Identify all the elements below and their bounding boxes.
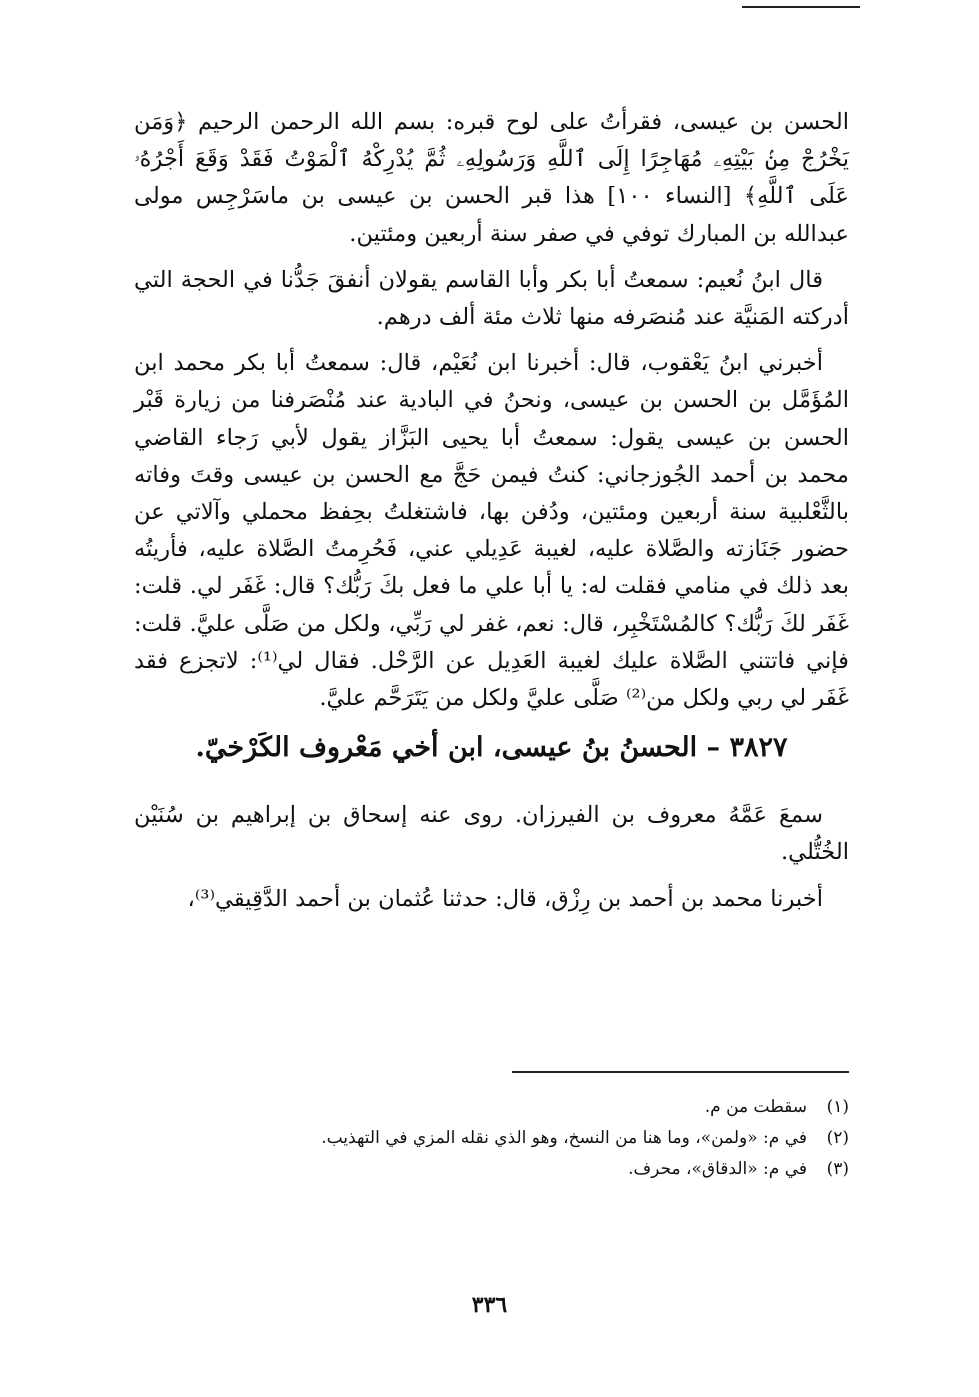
footnote-number: (٣) <box>826 1159 849 1179</box>
footnote-number: (٢) <box>826 1128 849 1148</box>
footnote-text: في م: «ولمن»، وما هنا من النسخ، وهو الذي نقله المزي في التهذيب. <box>321 1128 807 1148</box>
page-body <box>134 104 849 918</box>
footnote-1 <box>134 1092 849 1123</box>
paragraph-5: أخبرنا محمد بن أحمد بن رِزْق، قال: حدثنا عُثمان بن أحمد الدَّقِيقي⁽³⁾، <box>187 885 823 912</box>
page-number: ٣٣٦ <box>471 1292 508 1318</box>
paragraph-1: الحسن بن عيسى، فقرأتُ على لوح قبره: بسم الله الرحمن الرحيم ﴿وَمَن يَخْرُجْ مِنۢ بَيْتِهِۦ مُهَاجِرًا إِلَى ٱللَّهِ وَرَسُولِهِۦ ثُمَّ يُدْرِكْهُ ٱلْمَوْتُ فَقَدْ وَقَعَ أَجْرُهُۥ عَلَى ٱللَّهِ﴾ [النساء ١٠٠] هذا قبر الحسن بن عيسى بن ماسَرْجِس مولى عبدالله بن المبارك توفي في صفر سنة أربعين ومئتين. <box>134 109 850 247</box>
paragraph-4: سمعَ عَمَّهُ معروف بن الفيرزان. روى عنه إسحاق بن إبراهيم بن سُنَيْن الخُتُّلي. <box>134 802 849 866</box>
footnote-number: (١) <box>826 1097 849 1117</box>
entry-heading: ٣٨٢٧ – الحسنُ بنُ عيسى، ابن أخي مَعْروف الكَرْخيّ. <box>195 732 788 764</box>
top-rule <box>742 6 860 8</box>
paragraph-3: أخبرني ابنُ يَعْقوب، قال: أخبرنا ابن نُعَيْم، قال: سمعتُ أبا بكر محمد ابن المُؤَمَّل بن الحسن بن عيسى، ونحنُ في البادية عند مُنْصَرفنا من زيارة قَبْر الحسن بن عيسى يقول: سمعتُ أبا يحيى البَزَّاز يقول لأبي رَجاء القاضي محمد بن أحمد الجُوزجاني: كنتُ فيمن حَجَّ مع الحسن بن عيسى وقتَ وفاته بالثَّعْلبية سنة أربعين ومئتين، ودُفن بها، فاشتغلتُ بحِفظ محملي وآلاتي عن حضور جَنَازته والصَّلاة عليه، لغيبة عَدِيلي عني، فَحُرِمتُ الصَّلاة عليه، فأريتُه بعد ذلك في منامي فقلت له: يا أبا علي ما فعل بكَ رَبُّك؟ قال: غَفَر لي. قلت: غَفَر لكَ رَبُّك؟ كالمُسْتَخْبِر، قال: نعم، غفر لي رَبِّي، ولكل من صَلَّى عليَّ. قلت: فإني فاتتني الصَّلاة عليك لغيبة العَدِيل عن الرَّحْل. فقال لي⁽¹⁾: لاتجزع فقد غَفَر لي ربي ولكل من⁽²⁾ صَلَّى عليَّ ولكل من يَتَرَحَّم عليَّ. <box>134 350 849 712</box>
footnote-text: في م: «الدقاق»، محرف. <box>628 1159 807 1179</box>
footnote-3 <box>134 1154 849 1185</box>
paragraph-2: قال ابنُ نُعيم: سمعتُ أبا بكر وأبا القاسم يقولان أنفقَ جَدُّنا في الحجة التي أدركته المَنيَّة عند مُنصَرفه منها ثلاث مئة ألف درهم. <box>134 266 849 331</box>
footnotes <box>134 1092 849 1185</box>
footnote-2 <box>134 1123 849 1154</box>
footnote-separator <box>512 1071 849 1073</box>
footnote-text: سقطت من م. <box>704 1097 807 1117</box>
